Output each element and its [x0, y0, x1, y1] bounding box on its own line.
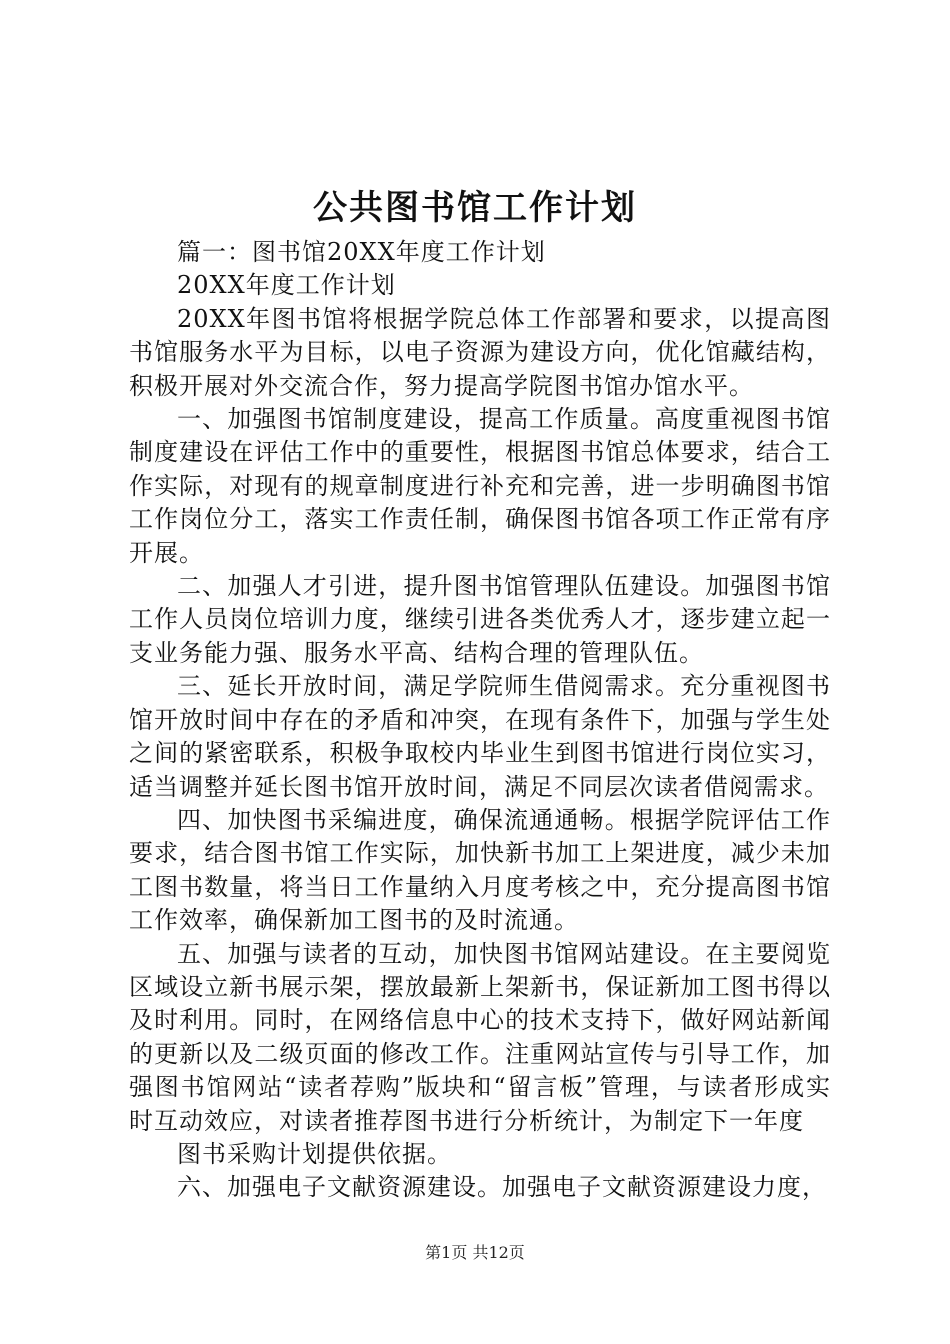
document-title: 公共图书馆工作计划 — [313, 188, 637, 228]
section-heading: 篇一：图书馆20XX年度工作计划 — [177, 238, 546, 266]
page-footer: 第1页 共12页 — [425, 1243, 525, 1262]
paragraph-item-4: 四、加快图书采编进度，确保流通通畅。根据学院评估工作要求，结合图书馆工作实际，加快新书加工上架进度，减少未加工图书数量，将当日工作量纳入月度考核之中，充分提高图书馆工作效率，确保新加工图书的及时流通。 — [129, 805, 831, 935]
document-body — [129, 236, 831, 1205]
paragraph-item-6: 六、加强电子文献资源建设。加强电子文献资源建设力度， — [177, 1173, 827, 1202]
paragraph-item-5: 五、加强与读者的互动，加快图书馆网站建设。在主要阅览区域设立新书展示架，摆放最新上架新书，保证新加工图书得以及时利用。同时，在网络信息中心的技术支持下，做好网站新闻的更新以及二级页面的修改工作。注重网站宣传与引导工作，加强图书馆网站“读者荐购”版块和“留言板”管理，与读者形成实时互动效应，对读者推荐图书进行分析统计，为制定下一年度 — [129, 939, 831, 1135]
paragraph-item-2: 二、加强人才引进，提升图书馆管理队伍建设。加强图书馆工作人员岗位培训力度，继续引进各类优秀人才，逐步建立起一支业务能力强、服务水平高、结构合理的管理队伍。 — [129, 572, 831, 667]
intro-paragraph: 20XX年图书馆将根据学院总体工作部署和要求，以提高图书馆服务水平为目标，以电子资源为建设方向，优化馆藏结构，积极开展对外交流合作，努力提高学院图书馆办馆水平。 — [129, 304, 831, 400]
paragraph-continuation: 图书采购计划提供依据。 — [177, 1139, 452, 1168]
paragraph-item-3: 三、延长开放时间，满足学院师生借阅需求。充分重视图书馆开放时间中存在的矛盾和冲突，在现有条件下，加强与学生处之间的紧密联系，积极争取校内毕业生到图书馆进行岗位实习，适当调整并延长图书馆开放时间，满足不同层次读者借阅需求。 — [129, 672, 831, 801]
subsection-heading: 20XX年度工作计划 — [177, 271, 396, 300]
paragraph-item-1: 一、加强图书馆制度建设，提高工作质量。高度重视图书馆制度建设在评估工作中的重要性，根据图书馆总体要求，结合工作实际，对现有的规章制度进行补充和完善，进一步明确图书馆工作岗位分工，落实工作责任制，确保图书馆各项工作正常有序开展。 — [129, 405, 831, 567]
